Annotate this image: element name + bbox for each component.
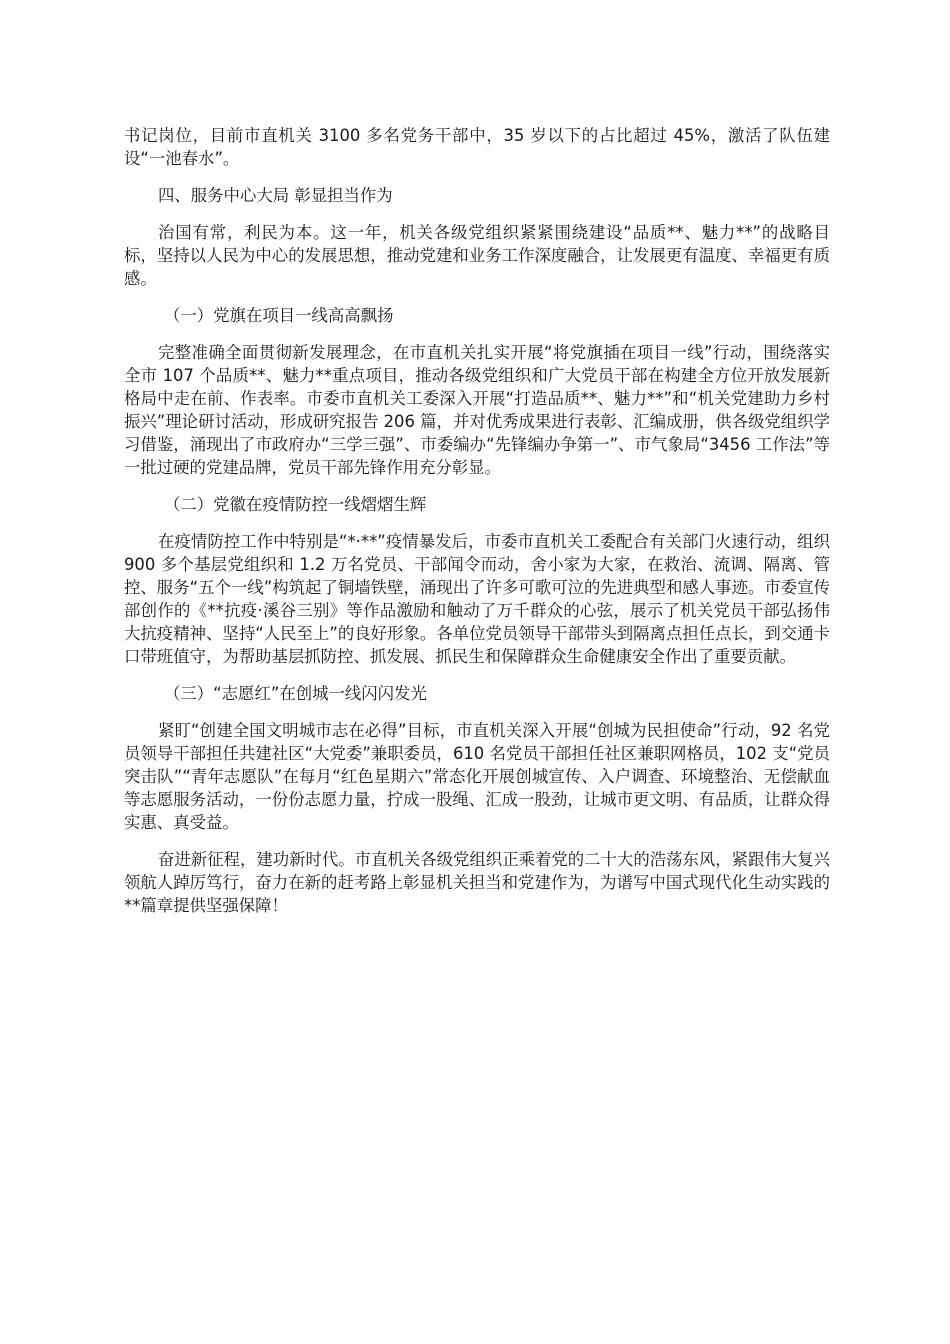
- section-heading: 四、服务中心大局 彰显担当作为: [158, 186, 393, 205]
- document-page: [124, 124, 830, 931]
- paragraph-continued: 书记岗位，目前市直机关 3100 多名党务干部中，35 岁以下的占比超过 45%，激活了队伍建设“一池春水”。: [124, 126, 830, 168]
- paragraph: 完整准确全面贯彻新发展理念，在市直机关扎实开展“将党旗插在项目一线”行动，围绕落实全市 107 个品质**、魅力**重点项目，推动各级党组织和广大党员干部在构建全方位开放发展新格局中走在前、作表率。市委市直机关工委深入开展“打造品质**、魅力**”和“机关党建助力乡村振兴”理论研讨活动，形成研究报告 206 篇，并对优秀成果进行表彰、汇编成册，供各级党组织学习借鉴，涌现出了市政府办“三学三强”、市委编办“先锋编办争第一”、市气象局“3456 工作法”等一批过硬的党建品牌，党员干部先锋作用充分彰显。: [124, 343, 830, 477]
- subsection-heading: （二）党徽在疫情防控一线熠熠生辉: [164, 495, 427, 514]
- subsection-heading: （三）“志愿红”在创城一线闪闪发光: [164, 684, 427, 703]
- paragraph: 在疫情防控工作中特别是“*·**”疫情暴发后，市委市直机关工委配合有关部门火速行动，组织 900 多个基层党组织和 1.2 万名党员、干部闻令而动，舍小家为大家，在救治、流调、隔离、管控、服务“五个一线”构筑起了铜墙铁壁，涌现出了许多可歌可泣的先进典型和感人事迹。市委宣传部创作的《**抗疫·溪谷三别》等作品激励和触动了万千群众的心弦，展示了机关党员干部弘扬伟大抗疫精神、坚持“人民至上”的良好形象。各单位党员领导干部带头到隔离点担任点长，到交通卡口带班值守，为帮助基层抓防控、抓发展、抓民生和保障群众生命健康安全作出了重要贡献。: [124, 532, 830, 666]
- paragraph: 紧盯“创建全国文明城市志在必得”目标，市直机关深入开展“创城为民担使命”行动，92 名党员领导干部担任共建社区“大党委”兼职委员，610 名党员干部担任社区兼职网格员，102 支“党员突击队”“青年志愿队”在每月“红色星期六”常态化开展创城宣传、入户调查、环境整治、无偿献血等志愿服务活动，一份份志愿力量，拧成一股绳、汇成一股劲，让城市更文明、有品质，让群众得实惠、真受益。: [124, 721, 830, 832]
- paragraph: 奋进新征程，建功新时代。市直机关各级党组织正乘着党的二十大的浩荡东风，紧跟伟大复兴领航人踔厉笃行，奋力在新的赶考路上彰显机关担当和党建作为，为谱写中国式现代化生动实践的**篇章提供坚强保障！: [124, 850, 831, 915]
- subsection-heading: （一）党旗在项目一线高高飘扬: [164, 306, 394, 325]
- paragraph: 治国有常，利民为本。这一年，机关各级党组织紧紧围绕建设“品质**、魅力**”的战略目标，坚持以人民为中心的发展思想，推动党建和业务工作深度融合，让发展更有温度、幸福更有质感。: [124, 223, 830, 288]
